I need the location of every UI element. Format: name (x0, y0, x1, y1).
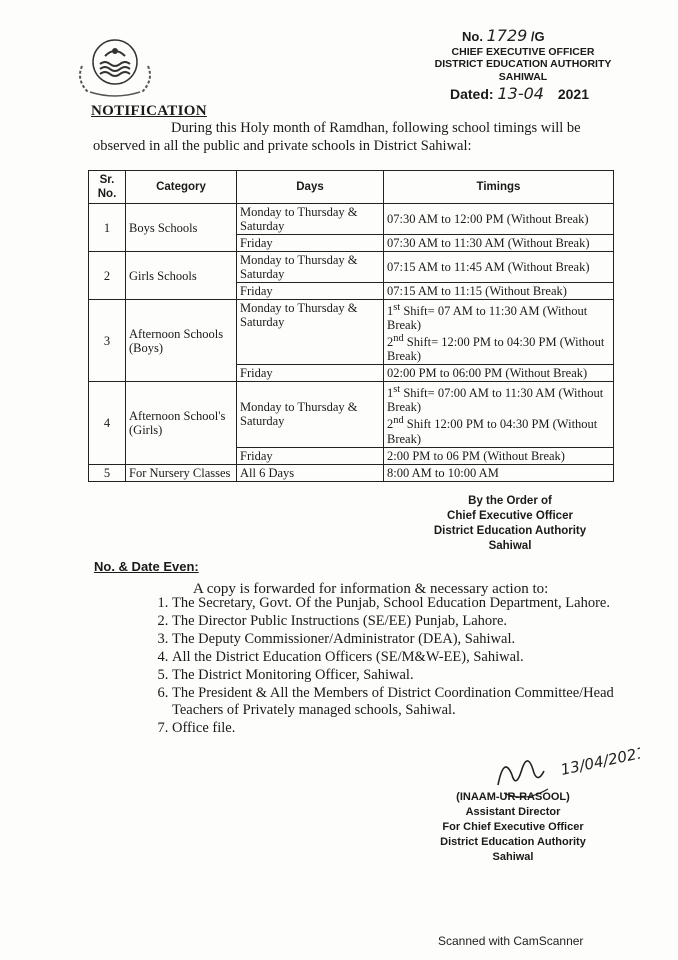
cell-days: Monday to Thursday & Saturday (237, 300, 384, 365)
header-line-3: SAHIWAL (498, 70, 548, 83)
shift-2: 2nd Shift= 12:00 PM to 04:30 PM (Without Break) (387, 333, 605, 364)
list-item: 3. The Deputy Commissioner/Administrator (DEA), Sahiwal. (172, 631, 632, 648)
shift-1-text: Shift= 07:00 AM to 11:30 AM (Without Break) (387, 386, 604, 415)
signature-date: 13/04/2021 (559, 743, 640, 779)
cell-days: Friday (237, 365, 384, 382)
cell-days: Monday to Thursday & Saturday (237, 204, 384, 235)
signatory-block (428, 790, 598, 865)
cell-timing: 2:00 PM to 06 PM (Without Break) (384, 447, 614, 464)
dated-handwritten: 13-04 (497, 84, 544, 103)
table-header-row (89, 171, 614, 204)
shift-2: 2nd Shift 12:00 PM to 04:30 PM (Without Break) (387, 415, 598, 446)
signatory-title: Assistant Director (465, 806, 561, 818)
cell-timing: 07:15 AM to 11:15 (Without Break) (384, 283, 614, 300)
cell-category: Afternoon School's (Girls) (126, 382, 237, 464)
cell-category: Girls Schools (126, 252, 237, 300)
cell-days: All 6 Days (237, 464, 384, 481)
cell-timing (384, 382, 614, 447)
cell-days: Monday to Thursday & Saturday (237, 252, 384, 283)
order-line-1: By the Order of (468, 495, 552, 507)
list-item: 1. The Secretary, Govt. Of the Punjab, School Education Department, Lahore. (172, 595, 632, 612)
header-category: Category (126, 171, 237, 204)
cell-days: Friday (237, 283, 384, 300)
letter-number-value: 1729 (486, 26, 528, 45)
table-row (89, 464, 614, 481)
cell-timing (384, 300, 614, 365)
letter-number-label: No. (462, 29, 483, 44)
cell-timing: 07:30 AM to 12:00 PM (Without Break) (384, 204, 614, 235)
copy-forwarded-intro: A copy is forwarded for information & necessary action to: (193, 581, 549, 597)
cell-category: Afternoon Schools (Boys) (126, 300, 237, 382)
header-sr: Sr. No. (89, 171, 126, 204)
list-item: 2. The Director Public Instructions (SE/EE) Punjab, Lahore. (172, 613, 632, 630)
signatory-line-4: District Education Authority (440, 836, 586, 848)
shift-2-text: Shift 12:00 PM to 04:30 PM (Without Break) (387, 417, 598, 446)
shift-1-text: Shift= 07 AM to 11:30 AM (Without Break) (387, 304, 588, 333)
school-timings-table (88, 170, 614, 482)
list-item: 7. Office file. (172, 720, 632, 737)
notification-title: NOTIFICATION (91, 103, 207, 119)
list-item: 4. All the District Education Officers (SE/M&W-EE), Sahiwal. (172, 649, 632, 666)
header-timings: Timings (384, 171, 614, 204)
signatory-line-3: For Chief Executive Officer (442, 821, 584, 833)
cell-category: Boys Schools (126, 204, 237, 252)
cell-sr: 2 (89, 252, 126, 300)
order-line-3: District Education Authority (433, 525, 587, 537)
header-days: Days (237, 171, 384, 204)
list-item: 5. The District Monitoring Officer, Sahiwal. (172, 667, 632, 684)
list-item: 6. The President & All the Members of District Coordination Committee/Head Teachers of Privately managed schools, Sahiwal. (172, 685, 632, 719)
cell-timing: 07:30 AM to 11:30 AM (Without Break) (384, 235, 614, 252)
no-date-even-heading: No. & Date Even: (94, 559, 199, 574)
table-row (89, 382, 614, 447)
order-line-2: Chief Executive Officer (447, 510, 573, 522)
cell-timing: 07:15 AM to 11:45 AM (Without Break) (384, 252, 614, 283)
signatory-line-5: Sahiwal (492, 851, 534, 863)
dated-line (450, 84, 589, 103)
notification-intro: During this Holy month of Ramdhan, following school timings will be observed in all the public and private schools in District Sahiwal: (93, 120, 581, 154)
camscanner-watermark: Scanned with CamScanner (438, 934, 584, 948)
cell-timing: 8:00 AM to 10:00 AM (384, 464, 614, 481)
shift-1: 1st Shift= 07 AM to 11:30 AM (Without Break) (387, 302, 588, 333)
distribution-list (140, 595, 632, 738)
cell-timing: 02:00 PM to 06:00 PM (Without Break) (384, 365, 614, 382)
letter-number-suffix: /G (530, 29, 545, 44)
table-row (89, 204, 614, 235)
by-order-block (420, 494, 600, 554)
order-line-4: Sahiwal (488, 540, 532, 552)
shift-2-sup: nd (393, 333, 404, 345)
shift-2-text: Shift= 12:00 PM to 04:30 PM (Without Break) (387, 335, 605, 364)
government-emblem-logo (72, 36, 158, 100)
cell-sr: 1 (89, 204, 126, 252)
cell-category: For Nursery Classes (126, 464, 237, 481)
shift-1-sup: st (393, 384, 401, 396)
header-line-1: CHIEF EXECUTIVE OFFICER (451, 45, 595, 58)
shift-2-sup: nd (393, 415, 404, 427)
shift-1: 1st Shift= 07:00 AM to 11:30 AM (Without Break) (387, 384, 604, 415)
cell-days: Friday (237, 235, 384, 252)
signatory-name: (INAAM-UR-RASOOL) (456, 791, 570, 803)
cell-days: Friday (237, 447, 384, 464)
cell-sr: 3 (89, 300, 126, 382)
dated-year: 2021 (557, 86, 589, 102)
shift-1-sup: st (393, 302, 401, 313)
office-header (418, 26, 628, 83)
cell-sr: 4 (89, 382, 126, 464)
cell-sr: 5 (89, 464, 126, 481)
letter-number (418, 26, 628, 45)
cell-days: Monday to Thursday & Saturday (237, 382, 384, 447)
dated-label: Dated: (450, 86, 494, 102)
table-row (89, 252, 614, 283)
header-line-2: DISTRICT EDUCATION AUTHORITY (434, 58, 612, 70)
table-row (89, 300, 614, 365)
